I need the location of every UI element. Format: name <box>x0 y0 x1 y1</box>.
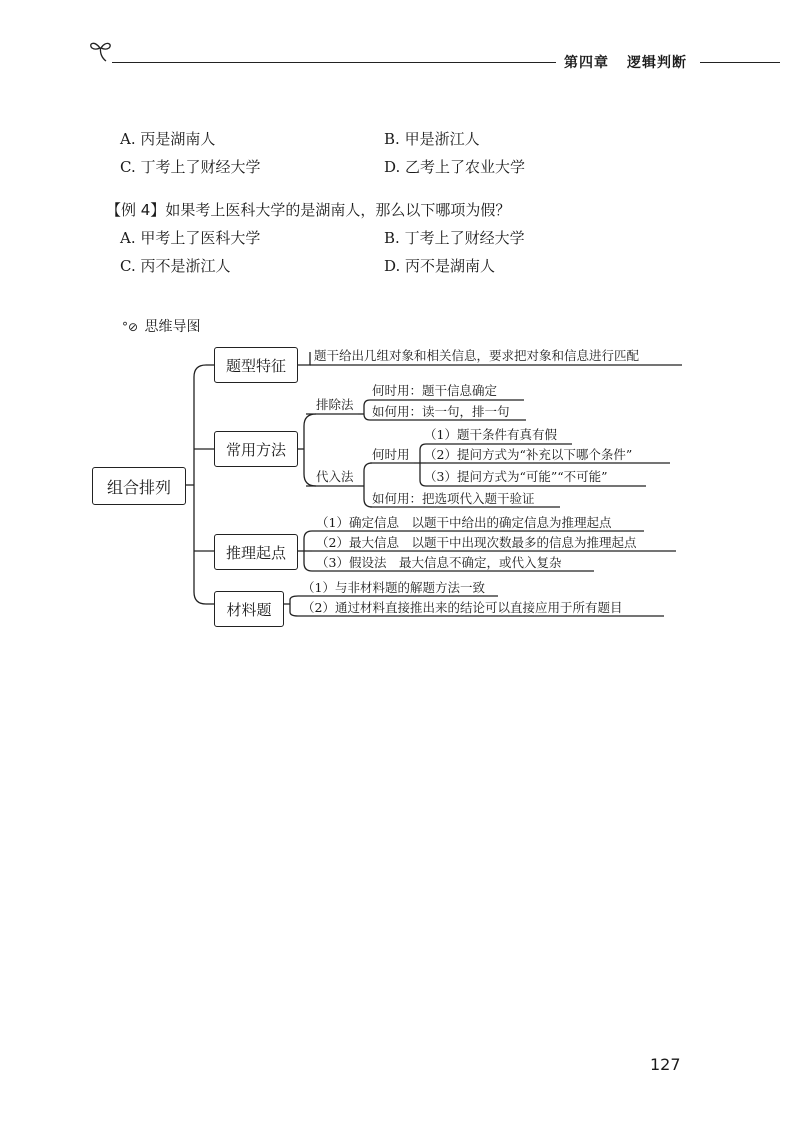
example4-option-a: A. 甲考上了医科大学 <box>120 229 261 247</box>
elimination-when: 何时用：题干信息确定 <box>372 383 498 398</box>
branch-common-methods: 常用方法 <box>214 431 298 467</box>
section-label: 逻辑判断 <box>627 55 687 71</box>
reasoning-start-3: （3）假设法 最大信息不确定，或代入复杂 <box>316 555 562 570</box>
option-d: D. 乙考上了农业大学 <box>384 158 526 176</box>
chapter-label: 第四章 <box>564 55 609 71</box>
branch-reasoning-start: 推理起点 <box>214 534 298 570</box>
substitution-when-label: 何时用 <box>372 447 410 462</box>
leaf-icon: °⊘ <box>122 320 139 334</box>
substitution-when-1: （1）题干条件有真有假 <box>424 427 557 442</box>
example4-question: 【例 4】如果考上医科大学的是湖南人，那么以下哪项为假？ <box>106 201 511 219</box>
reasoning-start-1: （1）确定信息 以题干中给出的确定信息为推理起点 <box>316 515 612 530</box>
option-b: B. 甲是浙江人 <box>384 130 480 148</box>
example4-option-d: D. 丙不是湖南人 <box>384 257 496 275</box>
branch-type-features: 题型特征 <box>214 347 298 383</box>
method-elimination: 排除法 <box>316 397 354 412</box>
example4-option-b: B. 丁考上了财经大学 <box>384 229 525 247</box>
branch-material-questions: 材料题 <box>214 591 284 627</box>
option-c: C. 丁考上了财经大学 <box>120 158 261 176</box>
substitution-when-3: （3）提问方式为“可能”“不可能” <box>424 469 608 484</box>
page-number: 127 <box>650 1055 681 1074</box>
substitution-when-2: （2）提问方式为“补充以下哪个条件” <box>424 447 633 462</box>
example4-label: 【例 4】 <box>106 201 166 219</box>
material-questions-2: （2）通过材料直接推出来的结论可以直接应用于所有题目 <box>302 600 623 615</box>
example4-option-c: C. 丙不是浙江人 <box>120 257 231 275</box>
option-a: A. 丙是湖南人 <box>120 130 216 148</box>
mindmap-root: 组合排列 <box>92 467 186 505</box>
elimination-how: 如何用：读一句，排一句 <box>372 404 510 419</box>
type-features-desc: 题干给出几组对象和相关信息，要求把对象和信息进行匹配 <box>314 348 640 363</box>
mindmap-heading: °⊘ 思维导图 <box>122 319 201 335</box>
material-questions-1: （1）与非材料题的解题方法一致 <box>302 580 485 595</box>
reasoning-start-2: （2）最大信息 以题干中出现次数最多的信息为推理起点 <box>316 535 637 550</box>
method-substitution: 代入法 <box>316 469 354 484</box>
substitution-how: 如何用：把选项代入题干验证 <box>372 491 535 506</box>
